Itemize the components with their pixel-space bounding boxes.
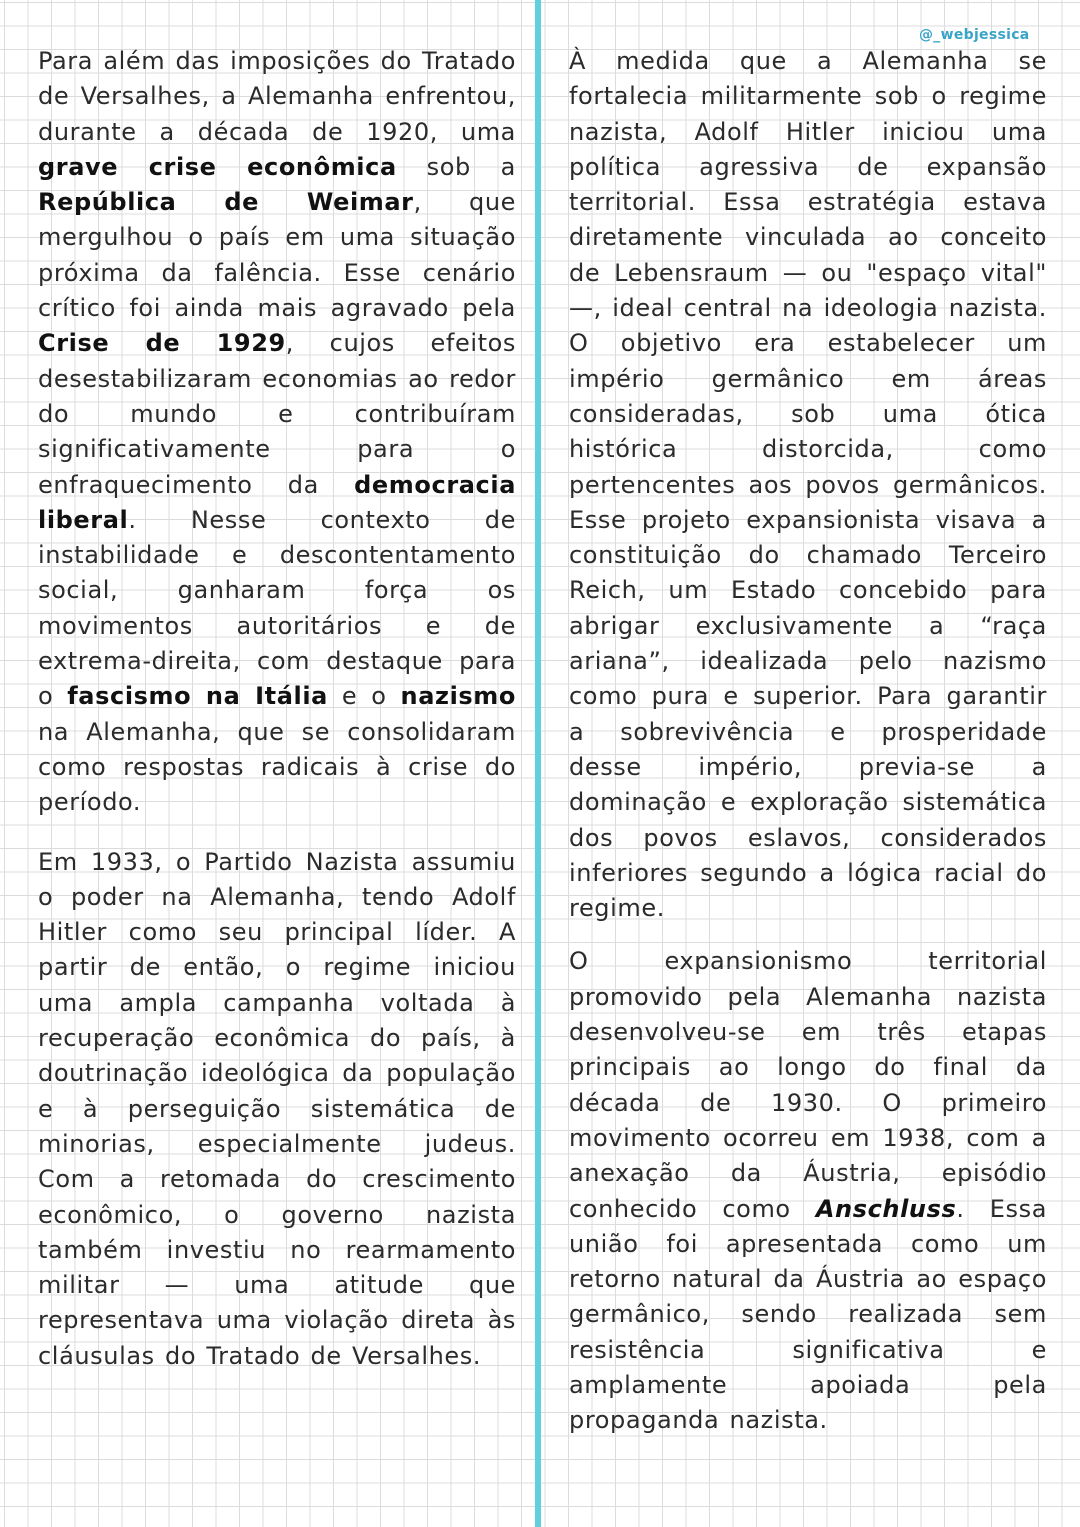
text-segment: Para além das imposições do Tratado de Versalhes, a Alemanha enfrentou, durante a década de 1920, uma bbox=[38, 47, 516, 146]
highlight-term: democracia liberal bbox=[38, 470, 516, 534]
author-watermark: @_webjessica bbox=[919, 27, 1030, 43]
right-paragraph-1: À medida que a Alemanha se fortalecia militarmente sob o regime nazista, Adolf Hitler iniciou uma política agressiva de expansão territorial. Essa estratégia estava diretamente vinculada ao conceito de Lebensraum — ou "espaço vital" —, ideal central na ideologia nazista. O objetivo era estabelecer um império germânico em áreas consideradas, sob uma ótica histórica distorcida, como pertencentes aos povos germânicos. Esse projeto expansionista visava a constituição do chamado Terceiro Reich, um Estado concebido para abrigar exclusivamente a “raça ariana”, idealizada pelo nazismo como pura e superior. Para garantir a sobrevivência e prosperidade desse império, previa-se a dominação e exploração sistemática dos povos eslavos, considerados inferiores segundo a lógica racial do regime. bbox=[569, 47, 1047, 923]
text-segment: . Essa união foi apresentada como um retorno natural da Áustria ao espaço germânico, sendo realizada sem resistência significativa e amplamente apoiada pela propaganda nazista. bbox=[569, 1194, 1047, 1435]
text-segment: , cujos efeitos desestabilizaram economias ao redor do mundo e contribuíram significativamente para o enfraquecimento da bbox=[38, 329, 516, 499]
left-paragraph-1 bbox=[38, 44, 516, 821]
highlight-term: Anschluss bbox=[815, 1194, 957, 1223]
right-paragraph-2 bbox=[569, 944, 1047, 1438]
text-segment: na Alemanha, que se consolidaram como respostas radicais à crise do período. bbox=[38, 717, 516, 817]
text-segment: e o bbox=[327, 682, 401, 711]
right-column bbox=[569, 44, 1047, 1439]
text-segment: , que mergulhou o país em uma situação próxima da falência. Esse cenário crítico foi ainda mais agravado pela bbox=[38, 188, 516, 323]
highlight-term: Crise de 1929 bbox=[38, 329, 286, 358]
highlight-term: grave crise econômica bbox=[38, 152, 397, 181]
highlight-term: nazismo bbox=[400, 682, 516, 711]
column-divider bbox=[535, 0, 541, 1527]
text-segment: sob a bbox=[396, 152, 516, 181]
left-column bbox=[38, 44, 516, 1374]
left-paragraph-2: Em 1933, o Partido Nazista assumiu o poder na Alemanha, tendo Adolf Hitler como seu principal líder. A partir de então, o regime iniciou uma ampla campanha voltada à recuperação econômica do país, à doutrinação ideológica da população e à perseguição sistemática de minorias, especialmente judeus. Com a retomada do crescimento econômico, o governo nazista também investiu no rearmamento militar — uma atitude que representava uma violação direta às cláusulas do Tratado de Versalhes. bbox=[38, 847, 516, 1370]
highlight-term: fascismo na Itália bbox=[67, 682, 328, 711]
text-segment: . Nesse contexto de instabilidade e descontentamento social, ganharam força os movimentos autoritários e de extrema-direita, com destaque para o bbox=[38, 505, 516, 711]
highlight-term: República de Weimar bbox=[38, 188, 414, 217]
text-segment: O expansionismo territorial promovido pela Alemanha nazista desenvolveu-se em três etapas principais ao longo do final da década de 1930. O primeiro movimento ocorreu em 1938, com a anexação da Áustria, episódio conhecido como bbox=[569, 947, 1047, 1223]
